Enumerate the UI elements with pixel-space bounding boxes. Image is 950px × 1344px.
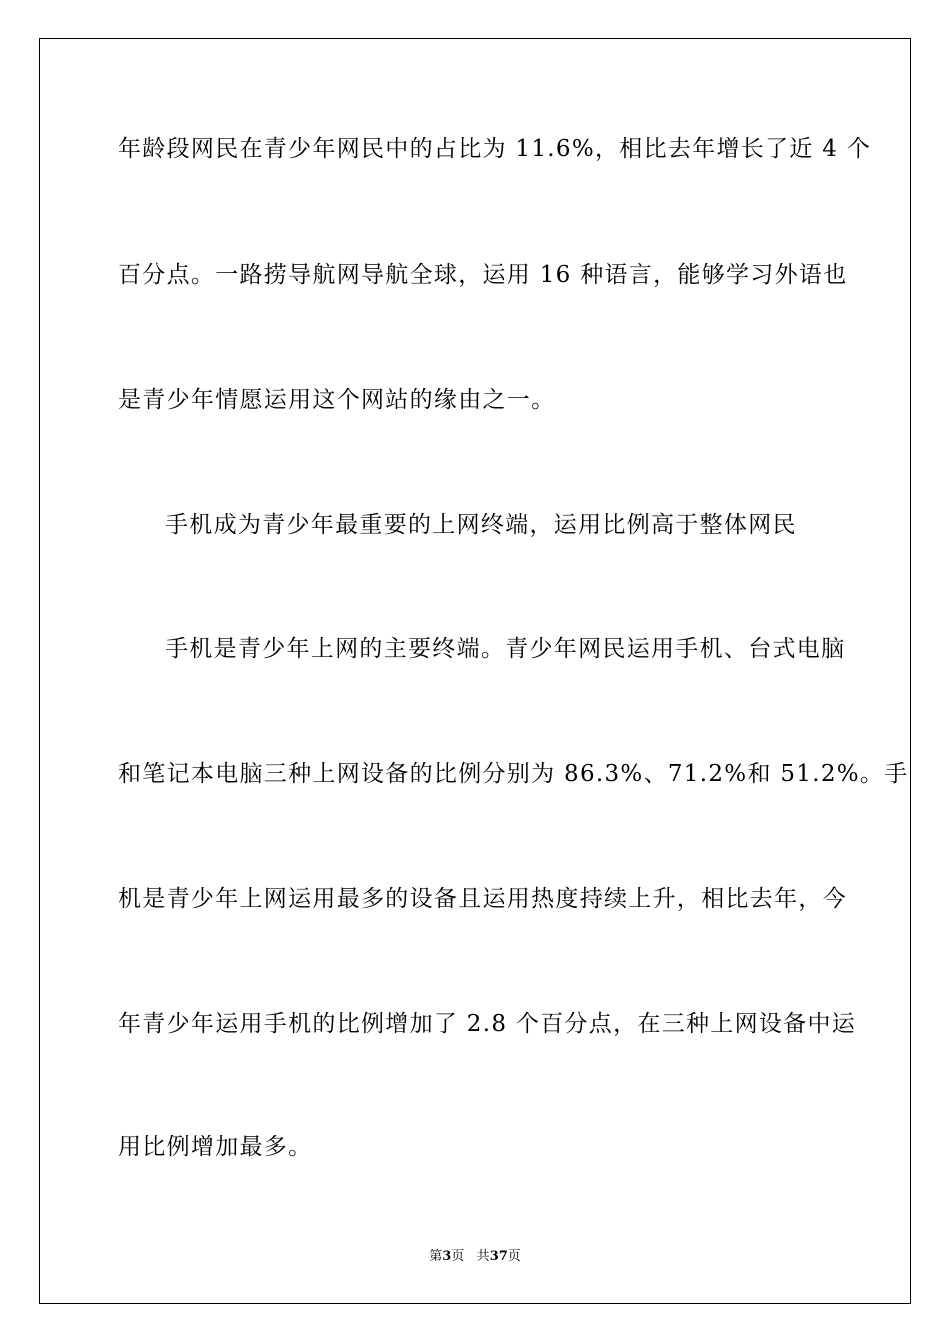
page-footer <box>0 1249 950 1265</box>
text-line-5: 手机是青少年上网的主要终端。青少年网民运用手机、台式电脑 <box>165 636 846 662</box>
footer-page-unit: 页 <box>451 1249 465 1264</box>
footer-total-pages: 37 <box>489 1249 508 1264</box>
text-line-7: 机是青少年上网运用最多的设备且运用热度持续上升，相比去年，今 <box>118 886 847 912</box>
footer-page-prefix: 第 <box>429 1249 443 1264</box>
footer-total-prefix: 共 <box>476 1249 490 1264</box>
text-line-6: 和笔记本电脑三种上网设备的比例分别为 86.3%、71.2%和 51.2%。手 <box>118 761 909 787</box>
text-line-2: 百分点。一路捞导航网导航全球，运用 16 种语言，能够学习外语也 <box>118 262 848 288</box>
text-line-9: 用比例增加最多。 <box>118 1134 313 1160</box>
footer-total-unit: 页 <box>507 1249 521 1264</box>
text-line-8: 年青少年运用手机的比例增加了 2.8 个百分点，在三种上网设备中运 <box>118 1011 857 1037</box>
text-line-1: 年龄段网民在青少年网民中的占比为 11.6%，相比去年增长了近 4 个 <box>118 136 872 162</box>
section-heading: 手机成为青少年最重要的上网终端，运用比例高于整体网民 <box>165 512 797 538</box>
page-border <box>39 38 911 1304</box>
footer-page-number: 3 <box>442 1249 452 1264</box>
text-line-3: 是青少年情愿运用这个网站的缘由之一。 <box>118 387 556 413</box>
